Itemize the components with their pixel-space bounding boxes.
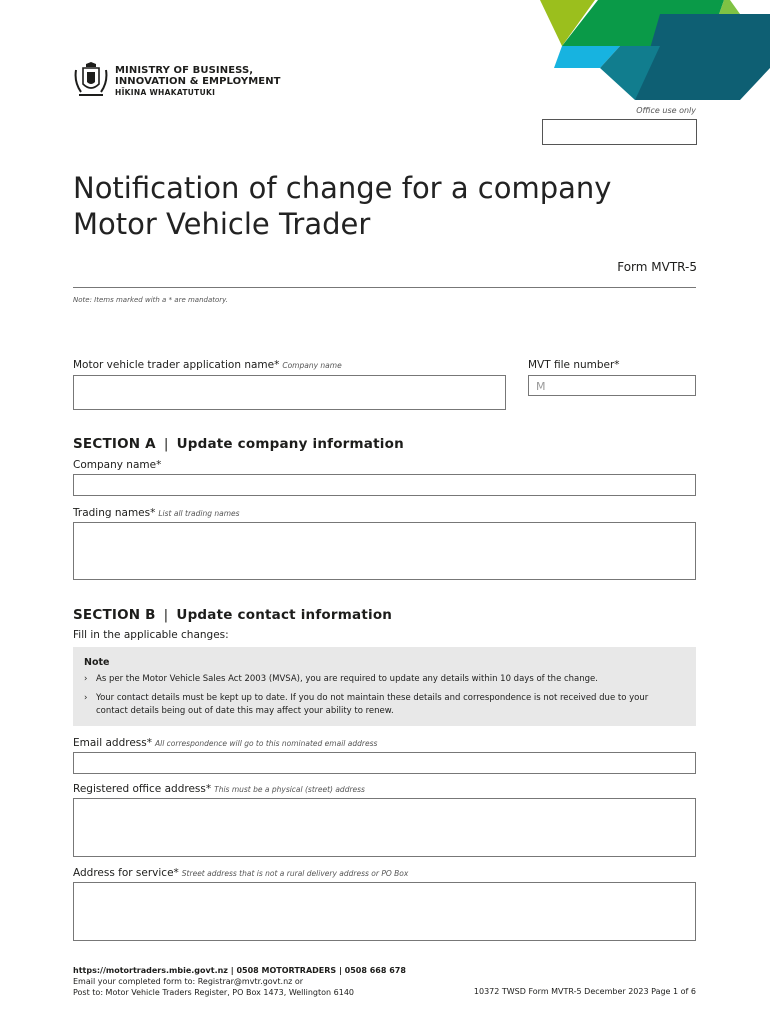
title-divider bbox=[73, 287, 696, 288]
email-field[interactable] bbox=[73, 752, 696, 774]
registered-office-hint: This must be a physical (street) address bbox=[214, 785, 365, 794]
brand-corner-graphic bbox=[540, 0, 770, 100]
logo-line-3: HĪKINA WHAKATUTUKI bbox=[115, 88, 216, 97]
logo-line-2: INNOVATION & EMPLOYMENT bbox=[115, 76, 281, 87]
registered-office-label: Registered office address* bbox=[73, 783, 212, 795]
section-b-intro: Fill in the applicable changes: bbox=[73, 629, 229, 641]
company-name-field[interactable] bbox=[73, 474, 696, 496]
footer-line-1: https://motortraders.mbie.govt.nz | 0508 MOTORTRADERS | 0508 668 678 bbox=[73, 966, 406, 975]
trading-names-hint: List all trading names bbox=[158, 509, 240, 518]
chevron-right-icon: › bbox=[84, 674, 88, 684]
note-item bbox=[84, 673, 684, 686]
section-a-code: SECTION A bbox=[73, 436, 156, 452]
company-name-label: Company name* bbox=[73, 459, 162, 471]
email-label-group bbox=[73, 737, 377, 749]
trading-names-field[interactable] bbox=[73, 522, 696, 580]
application-name-hint: Company name bbox=[282, 361, 342, 370]
mvt-file-number-field[interactable] bbox=[528, 375, 696, 396]
section-a-heading: SECTION A | Update company information bbox=[73, 436, 404, 452]
email-label: Email address* bbox=[73, 737, 152, 749]
address-for-service-label-group bbox=[73, 867, 408, 879]
section-b-code: SECTION B bbox=[73, 607, 156, 623]
footer-line-2: Email your completed form to: Registrar@mvtr.govt.nz or bbox=[73, 977, 304, 986]
mandatory-note: Note: Items marked with a * are mandatory. bbox=[73, 296, 228, 304]
coat-of-arms-icon bbox=[73, 62, 109, 98]
email-hint: All correspondence will go to this nominated email address bbox=[154, 739, 378, 748]
application-name-field[interactable] bbox=[73, 375, 506, 410]
note-item-text: As per the Motor Vehicle Sales Act 2003 (MVSA), you are required to update any details within 10 days of the change. bbox=[96, 674, 598, 684]
address-for-service-field[interactable] bbox=[73, 882, 696, 941]
footer-contact bbox=[73, 965, 406, 998]
address-for-service-hint: Street address that is not a rural delivery address or PO Box bbox=[181, 869, 409, 878]
section-b-title: Update contact information bbox=[176, 607, 393, 623]
section-a-title: Update company information bbox=[176, 436, 404, 452]
note-heading: Note bbox=[84, 657, 110, 668]
trading-names-label: Trading names* bbox=[73, 507, 156, 519]
note-item-text: Your contact details must be kept up to date. If you do not maintain these details and correspondence is not received due to your contact details being out of date this may affect your ability to renew. bbox=[96, 693, 649, 716]
application-name-label-group bbox=[73, 359, 342, 371]
footer-page-info: 10372 TWSD Form MVTR-5 December 2023 Page 1 of 6 bbox=[473, 987, 696, 996]
mvt-file-number-label: MVT file number* bbox=[528, 359, 620, 371]
note-box bbox=[73, 647, 696, 726]
mbie-logo bbox=[73, 62, 293, 98]
registered-office-field[interactable] bbox=[73, 798, 696, 857]
section-b-heading: SECTION B | Update contact information bbox=[73, 607, 393, 623]
footer-line-3: Post to: Motor Vehicle Traders Register, PO Box 1473, Wellington 6140 bbox=[73, 988, 354, 997]
mvt-prefix: M bbox=[536, 380, 546, 393]
registered-office-label-group bbox=[73, 783, 365, 795]
office-use-label: Office use only bbox=[636, 106, 696, 115]
address-for-service-label: Address for service* bbox=[73, 867, 179, 879]
form-code: Form MVTR-5 bbox=[617, 260, 697, 274]
chevron-right-icon: › bbox=[84, 693, 88, 703]
office-use-field bbox=[542, 119, 697, 145]
logo-line-1: MINISTRY OF BUSINESS, bbox=[115, 65, 254, 76]
application-name-label: Motor vehicle trader application name* bbox=[73, 359, 280, 371]
page-title bbox=[73, 170, 611, 242]
note-item bbox=[84, 692, 684, 718]
title-line-2: Motor Vehicle Trader bbox=[73, 207, 371, 241]
title-line-1: Notification of change for a company bbox=[73, 171, 612, 205]
trading-names-label-group bbox=[73, 507, 240, 519]
